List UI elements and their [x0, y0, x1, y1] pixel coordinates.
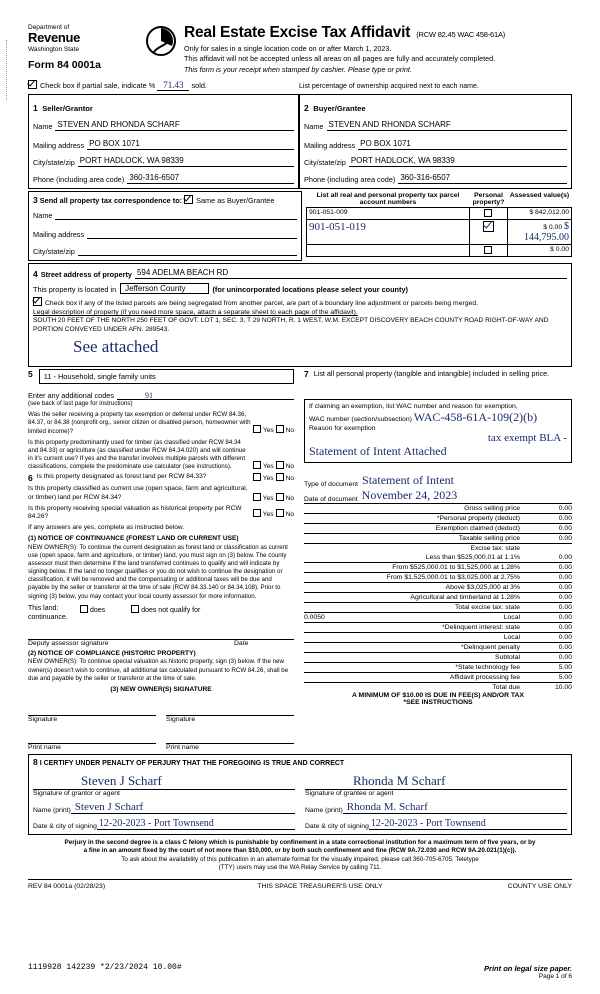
usecode-number: 5 [28, 369, 33, 380]
grantee-date-value: 12-20-2023 - Port Townsend [370, 817, 486, 829]
county-select[interactable] [120, 283, 208, 294]
compliance-paragraph: NEW OWNER(S): To continue special valuation as historic property, sign (3) below. If the new owner(s) doesn't wish to continue, all additional tax calculated pursuant to RCW 84.26, shall be due and payable by the seller or transferor at the time of sale. [28, 658, 289, 682]
assessor-signature-label: Deputy assessor signature [28, 639, 109, 647]
signature-label-2: Signature [166, 715, 196, 723]
county-value: Jefferson County [125, 284, 186, 294]
tax-value-18[interactable]: 10.00 [554, 683, 572, 691]
tax-label-1: *Personal property (deduct) [436, 514, 520, 522]
print-note: Print on legal size paper. [484, 964, 572, 973]
exemption-box [304, 399, 572, 463]
new-owner-signature-2[interactable] [166, 703, 294, 716]
agency-name: Revenue [28, 30, 81, 46]
form-header [28, 24, 572, 75]
does-not-checkbox-row[interactable]: does not qualify for [131, 605, 200, 614]
buyer-city-field[interactable] [349, 155, 567, 167]
usecode-value: 11 - Household, single family units [43, 372, 156, 382]
grantee-signature-label: Signature of grantee or agent [305, 789, 394, 797]
grantor-signature-field[interactable] [33, 777, 295, 790]
local-rate: 0.0050 [304, 613, 325, 621]
tax-label-9: Agricultural and timberland at 1.28% [410, 593, 520, 601]
parcels-heading: List all real and personal property tax parcel account numbers [316, 192, 460, 207]
buyer-city-label: City/state/zip [304, 158, 346, 168]
corr-mailing-field[interactable] [87, 227, 297, 239]
certification-number: 8 [33, 756, 38, 767]
q2-no-checkbox[interactable] [276, 461, 284, 469]
buyer-phone-field[interactable] [398, 172, 567, 184]
parcels-section [302, 191, 572, 261]
correspondence-number: 3 [33, 195, 38, 206]
correspondence-section [28, 191, 302, 261]
buyer-name-field[interactable] [327, 119, 568, 131]
tax-label-4: Excise tax: state [470, 544, 520, 552]
tax-label-11: Local [503, 613, 520, 621]
parcel-number-2[interactable]: 901-051-019 [307, 220, 470, 245]
tax-computation-table [304, 504, 572, 692]
located-label: This property is located in [33, 285, 117, 295]
new-owner-signature-1[interactable] [28, 703, 156, 716]
continuance-word: continuance. [28, 613, 68, 621]
reason-value: Statement of Intent Attached [309, 444, 447, 459]
tax-label-18: Total due [492, 683, 520, 691]
assessor-date-label: Date [234, 639, 249, 647]
this-land-label: This land: [28, 604, 59, 612]
tax-value-14[interactable]: 0.00 [558, 643, 572, 651]
wac-row[interactable] [309, 410, 567, 425]
tax-value-3[interactable]: 0.00 [558, 534, 572, 542]
rev-number: REV 84 0001a (02/28/23) [28, 882, 106, 890]
perjury-line-4: (TTY) users may use the WA Relay Service by calling 711. [218, 864, 382, 872]
street-address-value: 594 ADELMA BEACH RD [136, 268, 229, 278]
segregated-checkbox[interactable] [33, 297, 42, 306]
tax-value-6[interactable]: 0.00 [558, 563, 572, 571]
tax-value-10[interactable]: 0.00 [558, 603, 572, 611]
seller-name-field[interactable] [55, 119, 294, 131]
seller-mailing-label: Mailing address [33, 141, 85, 151]
buyer-name-value: STEVEN AND RHONDA SCHARF [328, 120, 451, 130]
exemption-claim-text: If claiming an exemption, list WAC number and reason for exemption, [309, 403, 518, 411]
seller-phone-label: Phone (including area code) [33, 175, 125, 185]
buyer-phone-label: Phone (including area code) [304, 175, 396, 185]
parcels-col-assessed: Assessed value(s) [509, 192, 570, 200]
signature-label-1: Signature [28, 715, 58, 723]
grantor-signature-label: Signature of grantor or agent [33, 789, 120, 797]
parcel-personal-2[interactable] [470, 220, 508, 245]
seller-city-field[interactable] [78, 155, 294, 167]
perjury-line-1: Perjury in the second degree is a class C felony which is punishable by confinement in a state correctional institution for a maximum term of five years, or by [64, 838, 536, 846]
street-label: Street address of property [40, 270, 132, 280]
tax-label-7: From $1,525,000.01 to $3,025,000 at 2.75% [386, 573, 520, 581]
classification-q3-answers[interactable]: Yes No [253, 505, 294, 523]
grantee-date-field[interactable] [369, 817, 567, 830]
form-rcw: (RCW 82.45 WAC 458-61A) [416, 30, 506, 39]
grantor-date-value: 12-20-2023 - Port Townsend [98, 817, 214, 829]
additional-codes-note: (see back of last page for instructions) [28, 400, 133, 408]
continuance-heading: (1) NOTICE OF CONTINUANCE (FOREST LAND OR CURRENT USE) [28, 535, 239, 543]
tax-value-13[interactable]: 0.00 [558, 633, 572, 641]
ownership-note: List percentage of ownership acquired next to each name. [299, 83, 479, 91]
doc-type-value: Statement of Intent [362, 472, 455, 487]
legal-description-label: Legal description of property (if you need more space, attach a separate sheet to each page of the affidavit). [33, 309, 358, 317]
partial-sale-percent[interactable]: 71.43 [157, 80, 189, 91]
tax-value-9[interactable]: 0.00 [558, 593, 572, 601]
tax-value-2[interactable]: 0.00 [558, 524, 572, 532]
tax-label-8: Above $3,025,000 at 3% [445, 583, 520, 591]
partial-sale-checkbox[interactable] [28, 80, 37, 89]
tax-label-13: Local [503, 633, 520, 641]
seller-heading: Seller/Grantor [42, 104, 93, 114]
seller-number: 1 [33, 103, 38, 114]
table-row [307, 245, 572, 257]
doc-date-label: Date of document [304, 495, 358, 503]
new-owner-signature-heading: (3) NEW OWNER(S) SIGNATURE [110, 685, 212, 693]
certification-section [28, 754, 572, 835]
grantor-date-field[interactable] [97, 817, 295, 830]
doc-type-label: Type of document [304, 480, 359, 488]
agency-block [28, 24, 146, 71]
same-as-buyer-label: Same as Buyer/Grantee [196, 196, 275, 206]
tax-value-12[interactable]: 0.00 [558, 623, 572, 631]
does-checkbox-row[interactable]: does [80, 605, 105, 614]
tax-label-14: *Delinquent penalty [461, 643, 520, 651]
grantee-signature-value: Rhonda M Scharf [353, 772, 446, 788]
personal-property-number: 7 [304, 369, 309, 380]
corr-name-field[interactable] [55, 208, 297, 220]
revenue-logo-icon [146, 26, 176, 56]
additional-codes-label: Enter any additional codes [28, 391, 114, 401]
corr-mailing-label: Mailing address [33, 230, 85, 240]
seller-name-label: Name [33, 122, 53, 132]
usecode-q2-text: Is this property predominantly used for timber (as classified under RCW 84.34 and 84.33) or agriculture (as classified under RCW 84.34.020) and will continue in it's current use? If yes and the transfer involves multiple parcels with different classifications, complete the predominate use calculator (see instructions). [28, 438, 246, 470]
seller-phone-field[interactable] [127, 172, 294, 184]
corr-name-label: Name [33, 211, 53, 221]
classification-q1-answers[interactable]: Yes No [253, 473, 294, 483]
additional-codes-field[interactable] [117, 388, 294, 400]
tax-label-3: Taxable selling price [458, 534, 520, 542]
parcel-assessed-2[interactable]: $ 0.00 $ 144,795.00 [508, 220, 572, 245]
form-subtext-1: Only for sales in a single location code on or after March 1, 2023. [184, 44, 392, 53]
parcel-assessed-3[interactable]: $ 0.00 [508, 245, 572, 257]
partial-sale-label: Check box if partial sale, indicate % [40, 81, 156, 91]
buyer-section [299, 94, 572, 189]
form-number: Form 84 0001a [28, 58, 101, 71]
tax-value-17[interactable]: 5.00 [558, 673, 572, 681]
street-section [28, 263, 572, 367]
usecode-q1-text: Was the seller receiving a property tax exemption or deferral under RCW 84.36, 84.37, or 84.38 (nonprofit org., senior citizen or disabled person, homeowner with limited income)? [28, 411, 251, 435]
same-as-buyer-checkbox[interactable] [184, 195, 193, 204]
grantee-name-field[interactable] [343, 801, 567, 814]
seller-name-value: STEVEN AND RHONDA SCHARF [57, 120, 180, 130]
page-number: Page 1 of 6 [538, 973, 572, 980]
legal-handwritten-note: See attached [73, 337, 159, 357]
table-row [307, 208, 572, 220]
personal-property-text: List all personal property (tangible and intangible) included in selling price. [313, 369, 550, 379]
tax-label-10: Total excise tax: state [455, 603, 520, 611]
tax-label-12: *Delinquent interest: state [442, 623, 520, 631]
buyer-mailing-field[interactable] [358, 138, 567, 150]
printname-label-1: Print name [28, 743, 61, 751]
tax-value-8[interactable]: 0.00 [558, 583, 572, 591]
compliance-heading: (2) NOTICE OF COMPLIANCE (HISTORIC PROPERTY) [28, 649, 196, 657]
assessor-signature-field[interactable] [28, 627, 294, 640]
q1-yes-checkbox[interactable] [253, 425, 261, 433]
classification-note: If any answers are yes, complete as instructed below. [28, 524, 185, 532]
classification-q3: Is this property receiving special valuation as historical property per RCW 84.26? [28, 504, 242, 521]
buyer-mailing-value: PO BOX 1071 [360, 139, 411, 149]
agency-state: Washington State [28, 46, 80, 54]
tax-value-1[interactable]: 0.00 [558, 514, 572, 522]
usecode-section [28, 369, 300, 471]
buyer-name-label: Name [304, 122, 324, 132]
buyer-mailing-label: Mailing address [304, 141, 356, 151]
buyer-number: 2 [304, 103, 309, 114]
receipt-stamp: 1119928 142239 *2/23/2024 10.00# [28, 963, 182, 972]
partial-sale-sold: sold. [191, 81, 207, 91]
seller-phone-value: 360-316-6507 [129, 173, 180, 183]
seller-mailing-value: PO BOX 1071 [89, 139, 140, 149]
tax-section [300, 473, 572, 751]
correspondence-heading: Send all property tax correspondence to: [39, 196, 183, 206]
title-block [180, 24, 572, 75]
tax-value-4 [526, 545, 572, 552]
tax-label-2: Exemption claimed (deduct) [435, 524, 520, 532]
print-note-block [484, 964, 572, 980]
tax-label-15: Subtotal [495, 653, 520, 661]
seller-city-label: City/state/zip [33, 158, 75, 168]
corr-city-label: City/state/zip [33, 247, 75, 257]
see-instructions-note: *SEE INSTRUCTIONS [403, 698, 473, 706]
form-title-row [184, 24, 572, 42]
agency-dept-line: Department of [28, 24, 70, 31]
seller-mailing-field[interactable] [87, 138, 294, 150]
personal-property-section [300, 369, 572, 471]
tax-label-17: Affidavit processing fee [449, 673, 520, 681]
wac-label: WAC number (section/subsection) [309, 416, 412, 424]
classification-q1: Is this property designated as forest land per RCW 84.33? [36, 472, 207, 480]
buyer-heading: Buyer/Grantee [313, 104, 366, 114]
usecode-q1-answers[interactable]: Yes No [252, 411, 294, 435]
form-subtext-2: This affidavit will not be accepted unless all areas on all pages are fully and accurately completed. [184, 54, 496, 64]
form-title: Real Estate Excise Tax Affidavit [184, 24, 411, 41]
perjury-line-2: a fine in an amount fixed by the court of not more than $10,000, or by both such confinement and fine (RCW 9A.72.030 and RCW 9A.20.021(1)(c)). [83, 847, 517, 855]
grantee-name-label: Name (print) [305, 806, 343, 814]
q2-yes-checkbox[interactable] [253, 461, 261, 469]
form-subtext-3: This form is your receipt when stamped by cashier. Please type or print. [184, 64, 412, 74]
usecode-q2-answers[interactable]: Yes No [252, 439, 294, 471]
seller-city-value: PORT HADLOCK, WA 98339 [79, 156, 184, 166]
grantor-name-field[interactable] [71, 801, 295, 814]
perjury-notice [28, 839, 572, 873]
tax-label-5: Less than $525,000.01 at 1.1% [425, 553, 520, 561]
tax-value-0[interactable]: 0.00 [558, 504, 572, 512]
minimum-due-note: A MINIMUM OF $10.00 IS DUE IN FEE(S) AND/OR TAX [352, 691, 524, 699]
classification-section [28, 473, 300, 751]
legal-description-value: SOUTH 20 FEET OF THE NORTH 250 FEET OF GOVT. LOT 1, SEC. 3, T 29 NORTH, R. 1 WEST, W.M. EXCEPT DISCOVERY BEACH COUNTY ROAD RIGHT-OF-WAY AND PORTION CONVEYED UNDER AFN. 289543. [33, 317, 549, 334]
reason-value-2: tax exempt BLA - [487, 432, 567, 445]
corr-city-field[interactable] [78, 244, 297, 256]
tax-value-5[interactable]: 0.00 [558, 553, 572, 561]
parcel-personal-3[interactable] [470, 245, 508, 257]
partial-sale-row [28, 80, 295, 90]
additional-codes-value: 91 [145, 391, 153, 401]
table-row [307, 220, 572, 245]
buyer-phone-value: 360-316-6507 [400, 173, 451, 183]
classification-q2-answers[interactable]: Yes No [253, 485, 294, 503]
classification-number: 6 [28, 472, 33, 483]
county-use-label: COUNTY USE ONLY [507, 882, 572, 890]
form-subtext [184, 44, 572, 75]
tax-label-16: *State technology fee [455, 663, 520, 671]
affidavit-form [28, 24, 572, 890]
new-owner-printname-2[interactable] [166, 731, 294, 744]
grantor-date-label: Date & city of signing [33, 822, 97, 830]
q1-no-checkbox[interactable] [276, 425, 284, 433]
treasurer-use-label: THIS SPACE TREASURER'S USE ONLY [257, 882, 383, 890]
page-edge-marks [6, 40, 7, 100]
buyer-city-value: PORT HADLOCK, WA 98339 [350, 156, 455, 166]
continuance-paragraph: NEW OWNER(S): To continue the current designation as forest land or classification as current use (open space, farm and agriculture, or timber) land, you must sign on (3) below. The county assessor must then determine if the land transferred continues to qualify and will indicate by signing below. If the land no longer qualifies or you do not wish to continue the designation or classification, it will be removed and the compensating or additional taxes will be due and payable by the seller or transferor at the time of sale (RCW 84.33.140 or 84.34.108). Prior to signing (3) below, you may contact your local county assessor for more information. [28, 544, 288, 600]
doc-date-value: November 24, 2023 [361, 487, 458, 502]
parcel-assessed-1[interactable]: $ 842,012.00 [508, 208, 572, 220]
reason-label: Reason for exemption [309, 425, 376, 433]
tax-value-11[interactable]: 0.00 [558, 613, 572, 621]
grantor-name-value: Steven J Scharf [74, 800, 144, 813]
form-footer-row [28, 879, 572, 890]
segregated-label: Check box if any of the listed parcels are being segregated from another parcel, are part of a boundary line adjustment or parcels being merged. [45, 300, 478, 308]
parcel-number-1[interactable]: 901-051-009 [307, 208, 470, 220]
grantor-name-label: Name (print) [33, 806, 71, 814]
tax-label-6: From $525,000.01 to $1,525,000 at 1.28% [392, 563, 520, 571]
parcels-col-personal: Personal property? [472, 192, 505, 207]
usecode-select[interactable] [39, 369, 294, 384]
perjury-line-3: To ask about the availability of this publication in an alternate format for the visually impaired, please call 360-705-6705. Teletype [121, 855, 479, 863]
street-number: 4 [33, 269, 38, 280]
parcel-number-3[interactable] [307, 245, 470, 257]
street-address-field[interactable] [135, 267, 567, 279]
legal-description-field[interactable] [33, 317, 567, 363]
grantee-name-value: Rhonda M. Scharf [346, 800, 428, 813]
parcels-table [306, 191, 572, 257]
tax-value-7[interactable]: 0.00 [558, 573, 572, 581]
grantee-date-label: Date & city of signing [305, 822, 369, 830]
classification-q2: Is this property classified as current use (open space, farm and agricultural, or timber) land per RCW 84.34? [28, 484, 248, 501]
seller-section [28, 94, 299, 189]
printname-label-2: Print name [166, 743, 199, 751]
new-owner-printname-1[interactable] [28, 731, 156, 744]
tax-value-15[interactable]: 0.00 [558, 653, 572, 661]
certification-heading: I CERTIFY UNDER PENALTY OF PERJURY THAT THE FOREGOING IS TRUE AND CORRECT [39, 759, 345, 767]
tax-label-0: Gross selling price [464, 504, 520, 512]
county-hint: (for unincorporated locations please select your county) [212, 285, 408, 295]
grantor-signature-value: Steven J Scharf [81, 772, 162, 788]
wac-value: WAC-458-61A-109(2)(b) [413, 410, 538, 425]
tax-value-16[interactable]: 5.00 [558, 663, 572, 671]
